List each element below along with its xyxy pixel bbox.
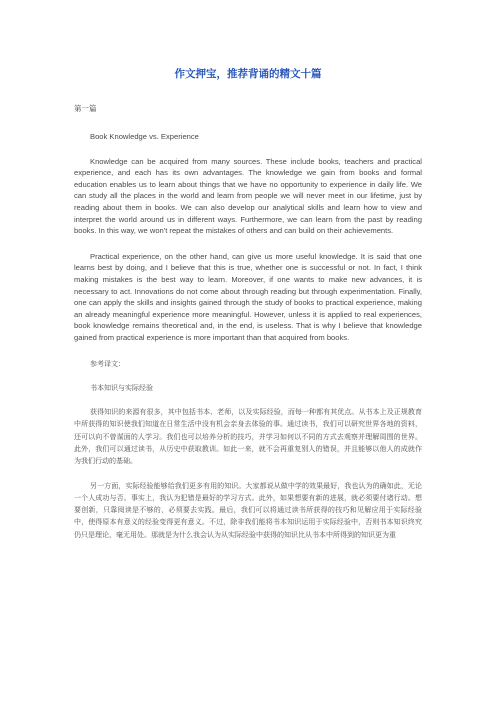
translation-label: 参考译文： (90, 359, 125, 368)
english-paragraph-1: Knowledge can be acquired from many sources. These include books, teachers and practical experience, and each has its own advantages. The knowledge we gain from books and formal education enables us to learn about things that we have no opportunity to experience in daily life. We can study all the places in the world and learn from people we will never meet in our lifetime, just by reading about them in books. We can also develop our analytical skills and learn how to view and interpret the world around us in different ways. Furthermore, we can learn from the past by reading books. In this way, we won't repeat the mistakes of others and can build on their achievements. (74, 156, 422, 236)
section-label: 第一篇 (74, 104, 97, 113)
chinese-paragraph-2: 另一方面，实际经验能够给我们更多有用的知识。大家都说从做中学的效果最好，我也认为的确如此，无论一个人成功与否。事实上，我认为犯错是最好的学习方式。此外，如果想要有新的进展，就必须要付诸行动。想要创新，只靠阅读是不够的，必须要去实践。最后，我们可以将通过读书所获得的技巧和见解应用于实际经验中，使得原本有意义的经验变得更有意义。不过，除非我们能将书本知识运用于实际经验中，否则书本知识终究仍只是理论，毫无用处。那就是为什么我会认为从实际经验中获得的知识比从书本中所得到的知识更为重 (74, 481, 422, 539)
chinese-subtitle: 书本知识与实际经验 (90, 383, 153, 392)
english-subtitle: Book Knowledge vs. Experience (90, 132, 199, 141)
chinese-paragraph-1: 获得知识的来源有很多，其中包括书本、老师，以及实际经验，而每一种都有其优点。从书本上及正规教育中所获得的知识使我们知道在日常生活中没有机会亲身去体验的事。通过读书，我们可以研究世界各地的资料，还可以向不曾谋面的人学习。我们也可以培养分析的技巧，并学习如何以不同的方式去观察并理解周围的世界。此外，我们可以通过读书，从历史中获取教训。如此一来，就不会再重复别人的错误，并且能够以他人的成就作为我们行动的基础。 (74, 408, 422, 466)
document-title: 作文押宝，推荐背诵的精文十篇 (174, 68, 322, 80)
english-paragraph-2: Practical experience, on the other hand, can give us more useful knowledge. It is said that one learns best by doing, and I believe that this is true, whether one is successful or not. In fact, I think making mistakes is the best way to learn. Moreover, if one wants to make new advances, it is necessary to act. Innovations do not come about through reading but through experimentation. Finally, one can apply the skills and insights gained through the study of books to practical experience, making an already meaningful experience more meaningful. However, unless it is applied to real experiences, book knowledge remains theoretical and, in the end, is useless. That is why I believe that knowledge gained from practical experience is more important than that acquired from books. (74, 251, 422, 342)
